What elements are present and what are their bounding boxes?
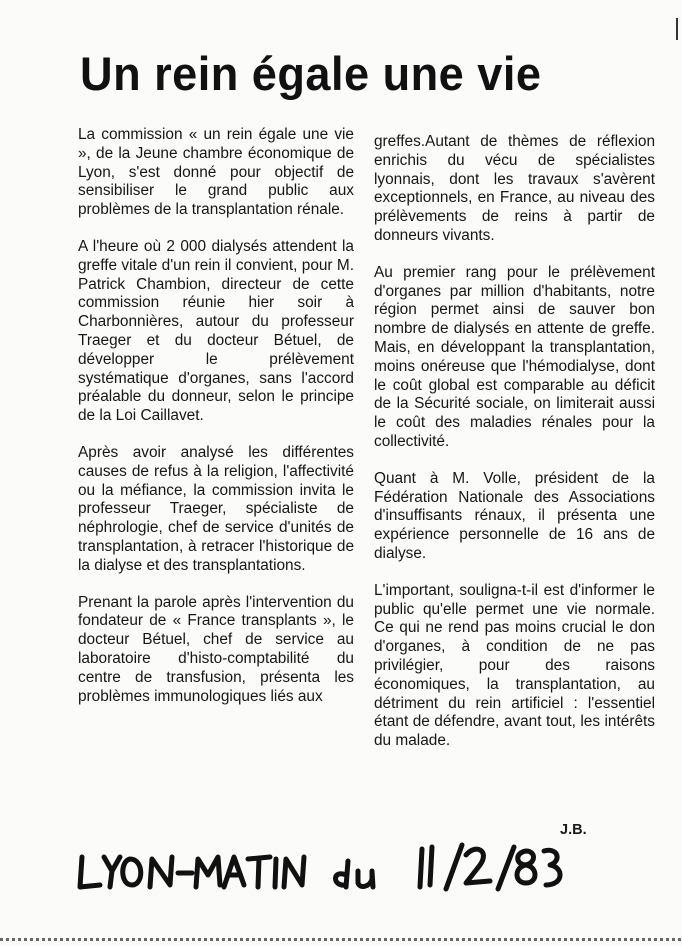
author-signature: J.B. — [560, 822, 587, 838]
scan-edge-mark — [676, 18, 678, 40]
paragraph: La commission « un rein égale une vie », de la Jeune chambre économique de Lyon, s'est donné pour objectif de sensibiliser le grand public aux problèmes de la transplantation rénale. — [78, 126, 354, 219]
paragraph: greffes.Autant de thèmes de réflexion enrichis du vécu de spécialistes lyonnais, dont les travaux s'avèrent exceptionnels, en France, au niveau des prélèvements de reins à partir de donneurs vivants. — [374, 133, 655, 244]
left-column — [78, 126, 354, 724]
paragraph: Après avoir analysé les différentes causes de refus à la religion, l'affectivité ou la méfiance, la commission invita le professeur Traeger, spécialiste de néphrologie, chef de service d'unités de transplantation, à retracer l'historique de la dialyse et des transplantations. — [78, 443, 354, 574]
paragraph: L'important, souligna-t-il est d'informer le public qu'elle permet une vie normale. Ce qui ne rend pas moins crucial le don d'organes, à condition de ne pas privilégier, pour des raisons économiques, la transplantation, au détriment du rein artificiel : l'essentiel étant de défendre, avant tout, les intérêts du malade. — [374, 581, 655, 750]
handwritten-source-note — [70, 835, 570, 905]
paragraph: A l'heure où 2 000 dialysés attendent la greffe vitale d'un rein il convient, pour M. Patrick Chambion, directeur de cette commission réunie hier soir à Charbonnières, autour du professeur Traeger et du docteur Bétuel, de développer le prélèvement systématique d'organes, sans l'accord préalable du donneur, selon le principe de la Loi Caillavet. — [78, 237, 354, 425]
right-column — [374, 133, 655, 769]
paragraph: Au premier rang pour le prélèvement d'organes par million d'habitants, notre région permet ainsi de sauver bon nombre de dialysés en attente de greffe. Mais, en développant la transplantation, moins onéreuse que l'hémodialyse, dont le coût global est comparable au déficit de la Sécurité sociale, on limiterait aussi le coût des maladies rénales pour la collectivité. — [374, 263, 655, 450]
scan-bottom-edge — [0, 938, 682, 941]
paragraph: Prenant la parole après l'intervention du fondateur de « France transplants », le docteur Bétuel, chef de service au laboratoire d'histo-comptabilité du centre de transfusion, présenta les problèmes immunologiques liés aux — [78, 593, 354, 705]
paragraph: Quant à M. Volle, président de la Fédération Nationale des Associations d'insuffisants rénaux, il présenta une expérience personnelle de 16 ans de dialyse. — [374, 469, 655, 562]
article-headline: Un rein égale une vie — [80, 47, 542, 100]
